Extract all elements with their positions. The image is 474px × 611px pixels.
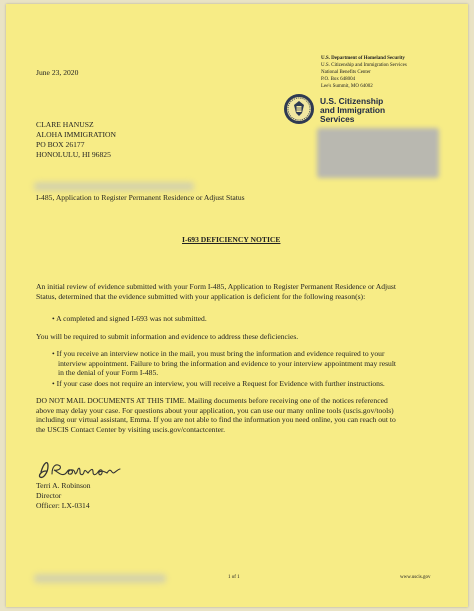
footer-url: www.uscis.gov — [400, 575, 431, 580]
page-number: 1 of 1 — [228, 575, 240, 580]
subject-line: I-485, Application to Register Permanent Residence or Adjust Status — [36, 193, 245, 202]
redacted-line — [34, 182, 194, 191]
redacted-block — [317, 128, 439, 178]
bullet-icon: • — [52, 349, 55, 358]
reason-item: • A completed and signed I-693 was not submitted. — [52, 314, 207, 323]
bullet-icon: • — [52, 379, 55, 388]
signer-name: Terri A. Robinson — [36, 481, 91, 490]
recipient-line: ALOHA IMMIGRATION — [36, 130, 116, 139]
letter-page — [6, 4, 468, 607]
recipient-line: PO BOX 26177 — [36, 140, 85, 149]
redacted-footer — [34, 574, 166, 583]
sender-line: P.O. Box 648004 — [321, 77, 356, 82]
signer-title: Director — [36, 491, 62, 500]
recipient-line: HONOLULU, HI 96825 — [36, 150, 111, 159]
bullet-icon: • — [52, 314, 55, 323]
agency-name: U.S. Citizenship and Immigration Services — [320, 96, 386, 124]
letter-date: June 23, 2020 — [36, 68, 79, 77]
intro-paragraph: An initial review of evidence submitted with your Form I-485, Application to Register Permanent Residence or Adjust Status, determined that the evidence submitted with your application is deficient for the following reason(s): — [36, 282, 396, 301]
notice-title: I-693 DEFICIENCY NOTICE — [182, 235, 281, 244]
sender-line: Lee's Summit, MO 64002 — [321, 84, 373, 89]
sender-department: U.S. Department of Homeland Security — [321, 56, 405, 61]
recipient-line: CLARE HANUSZ — [36, 120, 94, 129]
sender-line: U.S. Citizenship and Immigration Services — [321, 63, 407, 68]
dhs-seal-icon — [283, 93, 315, 125]
closing-paragraph: DO NOT MAIL DOCUMENTS AT THIS TIME. Mailing documents before receiving one of the notices referenced above may delay your case. For questions about your application, you can use our many online tools (uscis.gov/tools) including our virtual assistant, Emma. If you are not able to find the information you need online, you can reach out to the USCIS Contact Center by visiting uscis.gov/contactcenter. — [36, 396, 396, 434]
instruction-bullet: • If you receive an interview notice in the mail, you must bring the information and evidence required to your interview appointment. Failure to bring the information and evidence to your interview appointment may result in the denial of your Form I-485. — [52, 349, 397, 378]
signer-officer: Officer: LX-0314 — [36, 501, 90, 510]
instruction-bullet: • If your case does not require an interview, you will receive a Request for Evidence with further instructions. — [52, 379, 385, 388]
signature-image — [38, 457, 134, 481]
required-line: You will be required to submit information and evidence to address these deficiencies. — [36, 332, 299, 341]
sender-line: National Benefits Center — [321, 70, 371, 75]
